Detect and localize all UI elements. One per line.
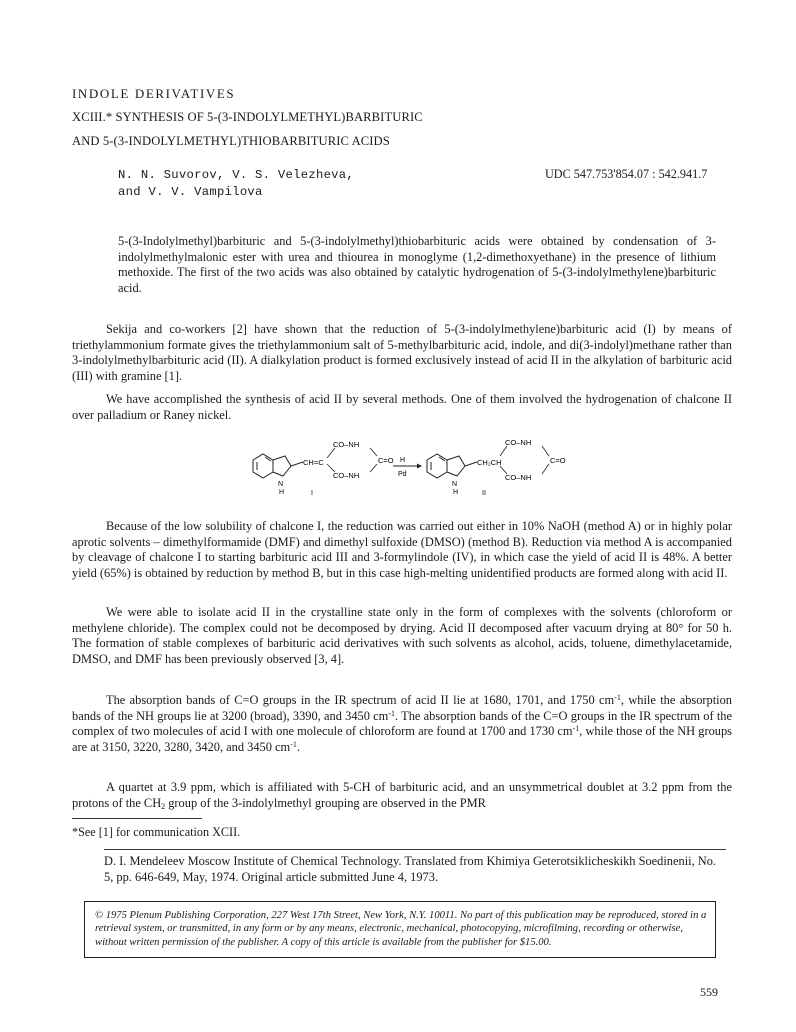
text-run: . The absorption bands of the C=O groups in the IR spectrum of the complex of two molecules of acid I with one molecule of chloroform are found at 1700 and 1730 cm xyxy=(72,708,732,739)
scheme-label-1: I xyxy=(311,490,313,497)
scheme-co-nh-top-left: CO–NH xyxy=(333,440,360,449)
scheme-co-nh-bottom-left: CO–NH xyxy=(333,471,360,480)
article-title-line-2: AND 5-(3-INDOLYLMETHYL)THIOBARBITURIC ACIDS xyxy=(72,134,390,148)
text-run: , while those of the NH groups are at 3150, 3220, 3280, 3420, and 3450 cm xyxy=(72,724,733,754)
superscript: -1 xyxy=(614,693,621,702)
institution-text: D. I. Mendeleev Moscow Institute of Chemical Technology. Translated from Khimiya Geterotsiklicheskikh Soedinenii, No. 5, pp. 646-649, May, 1974. Original article submitted June 4, 1973. xyxy=(104,854,717,884)
copyright-text: © 1975 Plenum Publishing Corporation, 227 West 17th Street, New York, N.Y. 10011. No part of this publication may be reproduced, stored in a retrieval system, or transmitted, in any form or by any means, electronic, mechanical, photocopying, microfilming, recording or otherwise, without written permission of the publisher. A copy of this article is available from the publisher for $15.00. xyxy=(95,910,707,948)
paragraph-text xyxy=(72,780,732,811)
paragraph-text xyxy=(72,693,732,755)
paragraph-text: Sekija and co-workers [2] have shown that the reduction of 5-(3-indolylmethylene)barbituric acid (I) by means of triethylammonium formate gives the triethylammonium salt of 5-methylbarbituric acid, indole, and di(3-indolyl)methane rather than 3-indolylmethylbarbituric acid (II). A dialkylation product is formed exclusively instead of acid II in the alkylation of barbituric acid (III) with gramine [1]. xyxy=(72,322,732,383)
body-paragraph-3 xyxy=(72,519,732,581)
body-paragraph-1 xyxy=(72,322,732,384)
scheme-h-right: H xyxy=(453,489,459,496)
text-run: The absorption bands of C=O groups in the IR spectrum of acid II lie at 1680, 1701, and 1750 cm xyxy=(106,693,615,707)
scheme-n-left: N xyxy=(278,481,284,488)
body-paragraph-6 xyxy=(72,780,732,811)
authors-line-2: and V. V. Vampilova xyxy=(118,185,263,199)
text-run: A quartet at 3.9 ppm, which is affiliated with 5-CH of barbituric acid, and an unsymmetrical doublet at 3.2 ppm from the protons of the CH xyxy=(72,780,732,810)
udc-code: UDC 547.753'854.07 : 542.941.7 xyxy=(545,167,708,181)
paragraph-text: Because of the low solubility of chalcone I, the reduction was carried out either in 10% NaOH (method A) or in highly polar aprotic solvents – dimethylformamide (DMF) and dimethyl sulfoxide (DMSO) (method B). Reduction via method A is accompanied by cleavage of chalcone I to starting barbituric acid III and 3-formylindole (IV), in which case the yield of acid II is 48%. A better yield (65%) is obtained by reduction by method B, but in this case high-melting unidentified products are formed along with acid II. xyxy=(72,519,732,580)
scheme-h-left: H xyxy=(279,489,285,496)
series-heading: INDOLE DERIVATIVES xyxy=(72,86,236,101)
authors-line-1: N. N. Suvorov, V. S. Velezheva, xyxy=(118,168,355,182)
superscript: -1 xyxy=(290,739,297,749)
arrow-head-icon xyxy=(417,464,422,469)
footnote: *See [1] for communication XCII. xyxy=(72,825,241,839)
footnote-divider xyxy=(72,818,202,819)
scheme-c-eq-o-left: C=O xyxy=(378,456,394,465)
reaction-scheme xyxy=(245,432,585,504)
superscript: -1 xyxy=(388,708,395,718)
scheme-co-nh-bottom-right: CO–NH xyxy=(505,473,532,482)
body-paragraph-2 xyxy=(72,392,732,423)
paragraph-text: We have accomplished the synthesis of acid II by several methods. One of them involved the hydrogenation of chalcone II over palladium or Raney nickel. xyxy=(72,392,732,422)
paragraph-text: We were able to isolate acid II in the crystalline state only in the form of complexes with the solvents (chloroform or methylene chloride). The complex could not be decomposed by drying. Acid II decomposed after vacuum drying at 80° for 50 h. The formation of stable complexes of barbituric acid derivatives with such solvents as alcohol, acids, toluene, dimethylacetamide, DMSO, and DMF has been previously observed [3, 4]. xyxy=(72,605,732,666)
subscript: 2 xyxy=(161,801,166,811)
copyright-box xyxy=(84,901,716,958)
body-paragraph-5 xyxy=(72,693,732,755)
body-paragraph-4 xyxy=(72,605,732,667)
scheme-arrow-top: H xyxy=(400,457,406,464)
scheme-label-2: II xyxy=(482,490,486,497)
abstract: 5-(3-Indolylmethyl)barbituric and 5-(3-indolylmethyl)thiobarbituric acids were obtained by condensation of 3-indolylmethylmalonic ester with urea and thiourea in monoglyme (1,2-dimethoxyethane) in the presence of lithium methoxide. The first of the two acids was also obtained by catalytic hydrogenation of 5-(3-indolylmethylene)barbituric acid. xyxy=(118,234,716,295)
pyrimidine-lines-right xyxy=(500,446,549,474)
indole-ring-right xyxy=(427,454,477,478)
page-number: 559 xyxy=(700,985,718,999)
indole-ring-left xyxy=(253,454,303,478)
text-run: . xyxy=(296,739,300,754)
superscript: -1 xyxy=(572,724,580,734)
pyrimidine-lines-left xyxy=(327,448,377,472)
scheme-arrow-bottom: Pd xyxy=(398,471,407,478)
author-list xyxy=(118,167,354,201)
text-run: group of the 3-indolylmethyl grouping are observed in the PMR xyxy=(165,795,486,810)
text-run: , while the absorption bands of the NH groups lie at 3200 (broad), 3390, and 3450 cm xyxy=(72,693,732,723)
scheme-ch2ch: CH₂CH xyxy=(477,458,502,467)
article-title-line-1: XCIII.* SYNTHESIS OF 5-(3-INDOLYLMETHYL)BARBITURIC xyxy=(72,110,423,124)
scheme-n-right: N xyxy=(452,481,458,488)
scheme-co-nh-top-right: CO–NH xyxy=(505,438,532,447)
scheme-ch-eq: CH=C xyxy=(303,458,324,467)
scheme-c-eq-o-right: C=O xyxy=(550,456,566,465)
institution-divider xyxy=(104,849,726,850)
institution-note xyxy=(72,853,726,885)
